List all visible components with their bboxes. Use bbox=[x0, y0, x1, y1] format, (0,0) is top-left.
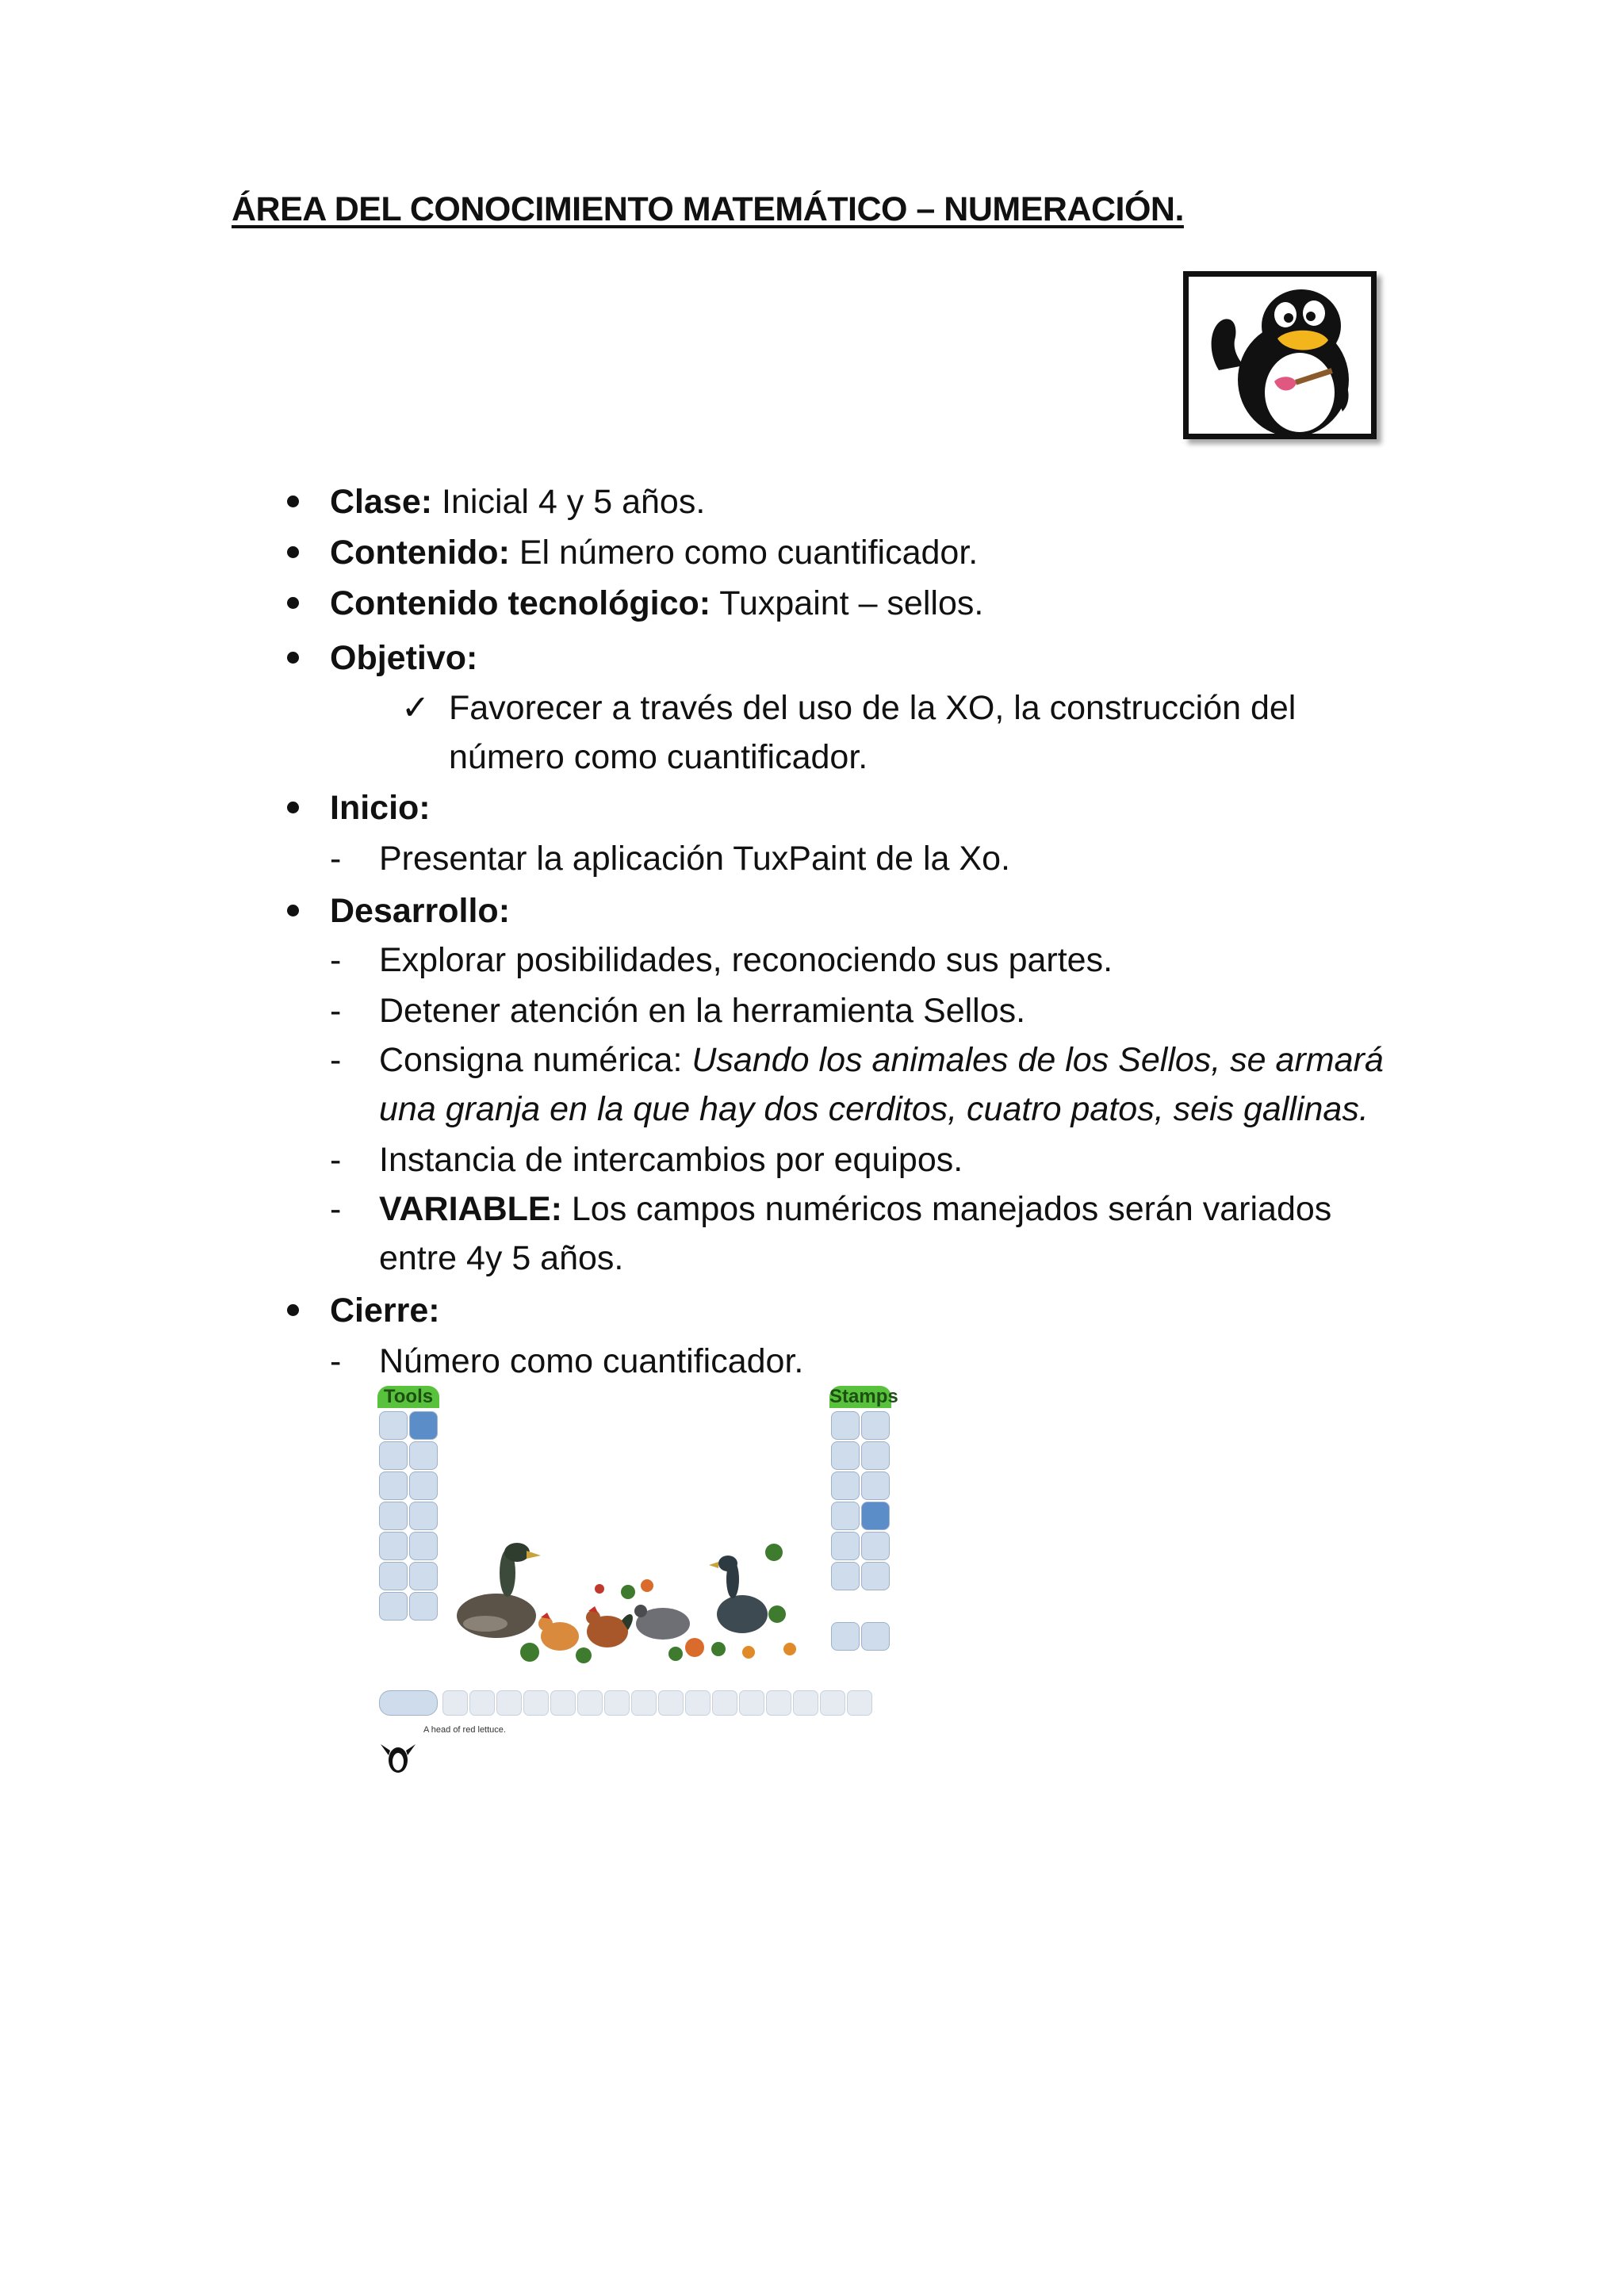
item-text: Inicial 4 y 5 años. bbox=[432, 483, 706, 521]
magic-tool-icon[interactable] bbox=[409, 1471, 438, 1500]
desarrollo-sub-1: Explorar posibilidades, reconociendo sus partes. bbox=[379, 941, 1113, 979]
item-contenido-tecnologico bbox=[330, 579, 983, 628]
objetivo-line-1: Favorecer a través del uso de la XO, la construcción del bbox=[449, 689, 1297, 727]
color-swatch[interactable] bbox=[739, 1690, 764, 1716]
print-tool-icon[interactable] bbox=[379, 1592, 408, 1621]
quit-tool-icon[interactable] bbox=[409, 1592, 438, 1621]
color-swatch[interactable] bbox=[550, 1690, 576, 1716]
item-label: Cierre: bbox=[330, 1292, 440, 1330]
objetivo-line-2: número como cuantificador. bbox=[449, 738, 868, 776]
color-swatch[interactable] bbox=[496, 1690, 522, 1716]
item-desarrollo bbox=[330, 886, 510, 936]
item-contenido bbox=[330, 528, 978, 577]
dash: - bbox=[330, 840, 342, 878]
color-swatch[interactable] bbox=[793, 1690, 818, 1716]
item-clase bbox=[330, 477, 705, 526]
stamp-item[interactable] bbox=[861, 1441, 890, 1470]
status-text: A head of red lettuce. bbox=[423, 1725, 506, 1735]
bullet bbox=[287, 802, 299, 813]
save-tool-icon[interactable] bbox=[409, 1562, 438, 1590]
tuxpaint-screenshot bbox=[377, 1386, 898, 1779]
bullet bbox=[287, 597, 299, 609]
bullet bbox=[287, 496, 299, 507]
tools-header: Tools bbox=[377, 1386, 439, 1408]
item-label: Desarrollo: bbox=[330, 892, 511, 930]
color-swatch[interactable] bbox=[631, 1690, 657, 1716]
tux-penguin-icon bbox=[1183, 271, 1377, 439]
desarrollo-sub-2: Detener atención en la herramienta Sellos. bbox=[379, 992, 1026, 1030]
stamp-item[interactable] bbox=[831, 1502, 860, 1530]
bullet bbox=[287, 546, 299, 558]
stamp-item[interactable] bbox=[861, 1471, 890, 1500]
color-swatch[interactable] bbox=[712, 1690, 737, 1716]
stamp-item[interactable] bbox=[831, 1411, 860, 1440]
stamp-item[interactable] bbox=[831, 1532, 860, 1560]
lines-tool-icon[interactable] bbox=[379, 1441, 408, 1470]
item-label: Contenido: bbox=[330, 534, 510, 572]
bullet bbox=[287, 905, 299, 916]
desarrollo-sub-5-cont: entre 4y 5 años. bbox=[379, 1239, 624, 1277]
variable-text-1: Los campos numéricos manejados serán variados bbox=[561, 1190, 1332, 1228]
open-tool-icon[interactable] bbox=[379, 1562, 408, 1590]
stamp-item[interactable] bbox=[831, 1471, 860, 1500]
color-swatch[interactable] bbox=[766, 1690, 791, 1716]
item-label: Inicio: bbox=[330, 789, 431, 827]
page-title: ÁREA DEL CONOCIMIENTO MATEMÁTICO – NUMERACIÓN. bbox=[232, 190, 1184, 228]
consigna-text-2: una granja en la que hay dos cerditos, cuatro patos, seis gallinas. bbox=[379, 1090, 1369, 1128]
brush-tool-icon[interactable] bbox=[379, 1411, 408, 1440]
color-swatch[interactable] bbox=[469, 1690, 495, 1716]
color-swatch[interactable] bbox=[442, 1690, 468, 1716]
stamp-item[interactable] bbox=[831, 1441, 860, 1470]
stamp-item[interactable] bbox=[861, 1622, 890, 1651]
stamp-item[interactable] bbox=[861, 1562, 890, 1590]
stamp-item[interactable] bbox=[831, 1622, 860, 1651]
farm-scene-drawing[interactable] bbox=[441, 1497, 822, 1687]
dash: - bbox=[330, 1342, 342, 1380]
item-label: Objetivo: bbox=[330, 639, 478, 677]
stamp-item[interactable] bbox=[831, 1562, 860, 1590]
item-label: Clase: bbox=[330, 483, 433, 521]
bullet bbox=[287, 1304, 299, 1316]
color-selector[interactable] bbox=[379, 1690, 438, 1716]
check-icon: ✓ bbox=[401, 689, 431, 727]
consigna-text-1: Usando los animales de los Sellos, se armará bbox=[691, 1041, 1384, 1079]
dash: - bbox=[330, 1190, 342, 1228]
eraser-tool-icon[interactable] bbox=[379, 1532, 408, 1560]
stamp-tool-icon[interactable] bbox=[409, 1411, 438, 1440]
stamps-header: Stamps bbox=[829, 1386, 898, 1407]
color-swatch[interactable] bbox=[685, 1690, 710, 1716]
desarrollo-sub-3-cont bbox=[379, 1085, 1369, 1134]
color-swatch[interactable] bbox=[523, 1690, 549, 1716]
desarrollo-sub-4: Instancia de intercambios por equipos. bbox=[379, 1141, 963, 1179]
dash: - bbox=[330, 941, 342, 979]
new-tool-icon[interactable] bbox=[409, 1532, 438, 1560]
desarrollo-sub-3 bbox=[379, 1035, 1384, 1085]
color-swatch[interactable] bbox=[820, 1690, 845, 1716]
stamp-item[interactable] bbox=[861, 1532, 890, 1560]
tux-helper-icon bbox=[379, 1739, 417, 1774]
item-text: El número como cuantificador. bbox=[509, 534, 979, 572]
stamp-item[interactable] bbox=[861, 1502, 890, 1530]
color-swatch[interactable] bbox=[847, 1690, 872, 1716]
redo-tool-icon[interactable] bbox=[409, 1502, 438, 1530]
bullet bbox=[287, 652, 299, 664]
cierre-sub-1: Número como cuantificador. bbox=[379, 1342, 804, 1380]
consigna-label: Consigna numérica: bbox=[379, 1041, 692, 1079]
desarrollo-sub-5 bbox=[379, 1184, 1331, 1234]
color-swatch[interactable] bbox=[658, 1690, 684, 1716]
shapes-tool-icon[interactable] bbox=[409, 1441, 438, 1470]
color-swatch[interactable] bbox=[577, 1690, 603, 1716]
dash: - bbox=[330, 1041, 342, 1079]
variable-label: VARIABLE: bbox=[379, 1190, 562, 1228]
undo-tool-icon[interactable] bbox=[379, 1502, 408, 1530]
item-inicio bbox=[330, 783, 431, 832]
stamp-item[interactable] bbox=[861, 1411, 890, 1440]
dash: - bbox=[330, 992, 342, 1030]
dash: - bbox=[330, 1141, 342, 1179]
item-cierre bbox=[330, 1286, 440, 1335]
item-text: Tuxpaint – sellos. bbox=[710, 584, 984, 622]
inicio-sub-1: Presentar la aplicación TuxPaint de la Xo. bbox=[379, 840, 1010, 878]
item-objetivo bbox=[330, 633, 477, 683]
item-label: Contenido tecnológico: bbox=[330, 584, 711, 622]
text-tool-icon[interactable] bbox=[379, 1471, 408, 1500]
color-swatch[interactable] bbox=[604, 1690, 630, 1716]
